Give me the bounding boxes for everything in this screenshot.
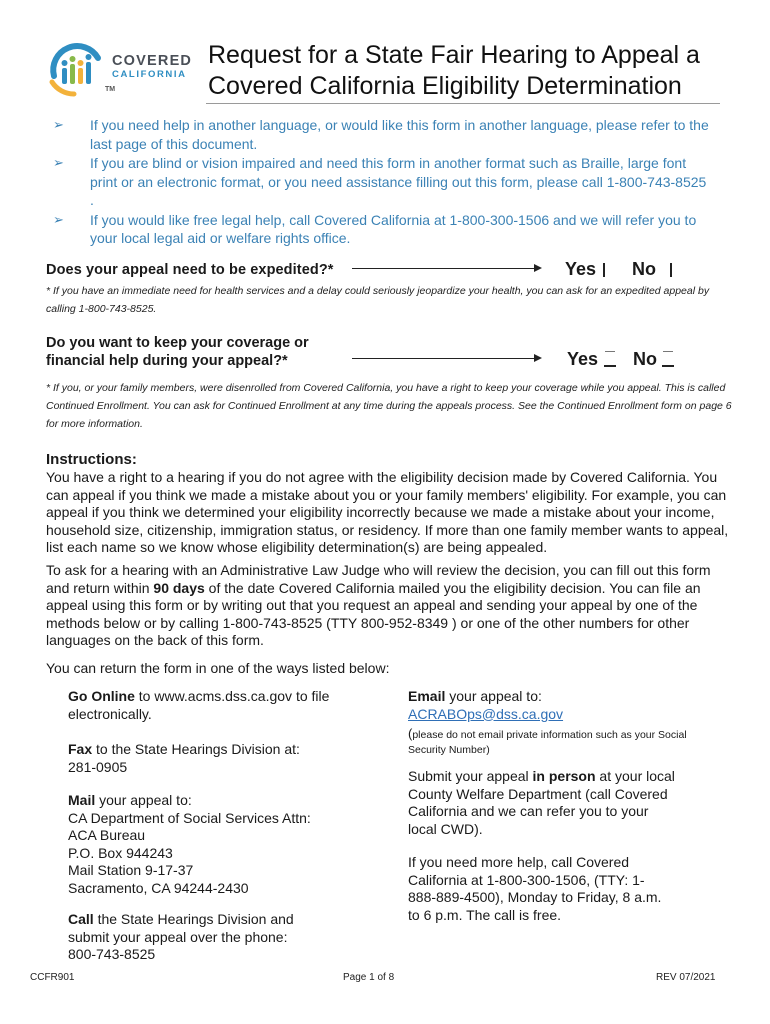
- keep-coverage-arrow-line: [352, 358, 538, 359]
- title-divider: [206, 103, 720, 104]
- more-help-info: If you need more help, call Covered California at 1-800-300-1506, (TTY: 1-888-889-4500), Monday to Friday, 8 a.m. to 6 p.m. The call is free.: [408, 854, 662, 923]
- bullet-legal-help: ➢ If you would like free legal help, call Covered California at 1-800-300-1506 and we will refer you to your local legal aid or welfare rights office.: [53, 211, 697, 246]
- logo-mark-icon: [46, 38, 110, 98]
- email-link[interactable]: ACRABOps@dss.ca.gov: [408, 705, 564, 722]
- mail-address-line: Mail Station 9-17-37: [68, 862, 194, 879]
- expedite-arrow-line: [352, 268, 538, 269]
- arrow-bullet-icon: ➢: [53, 117, 64, 132]
- keep-coverage-yes-checkbox[interactable]: [604, 365, 616, 367]
- title-line-1: Request for a State Fair Hearing to Appeal a: [208, 41, 700, 69]
- instructions-paragraph-2: To ask for a hearing with an Administrative Law Judge who will review the decision, you can fill out this form and return within 90 days of the date Covered California mailed you the eligibility decision. You can file an appeal using this form or by writing out that you request an appeal and sending your appeal by one of the methods below or by calling 1-800-743-8525 (TTY 800-952-8349 ) or one of the other numbers for other languages on the back of this form.: [46, 562, 711, 649]
- arrow-right-icon: [534, 354, 542, 362]
- arrow-bullet-icon: ➢: [53, 211, 64, 227]
- instructions-paragraph-3: You can return the form in one of the ways listed below:: [46, 660, 390, 676]
- method-call: Call the State Hearings Division and submit your appeal over the phone: 800-743-8525: [68, 911, 318, 964]
- instructions-heading: Instructions:: [46, 451, 137, 468]
- expedite-note: * If you have an immediate need for health services and a delay could seriously jeopardize your health, you can ask for an expedited appeal by calling 1-800-743-8525.: [46, 285, 710, 315]
- continued-enrollment-note: * If you, or your family members, were disenrolled from Covered California, you have a right to keep your coverage while you appeal. This is called Continued Enrollment. You can ask for Continued Enrollment at any time during the appeals process. See the Continued Enrollment form on page 6 for more information.: [46, 382, 732, 430]
- form-id: CCFR901: [30, 972, 75, 983]
- mail-address-line: CA Department of Social Services Attn:: [68, 809, 311, 826]
- expedite-yes-checkbox[interactable]: [603, 263, 605, 277]
- arrow-bullet-icon: ➢: [53, 155, 64, 170]
- keep-coverage-yes-label: Yes: [567, 349, 599, 369]
- expedite-no-checkbox[interactable]: [670, 263, 672, 277]
- expedite-question: Does your appeal need to be expedited?*: [46, 262, 334, 278]
- page-title: [208, 40, 738, 102]
- logo-text-california: CALIFORNIA: [112, 69, 187, 80]
- bullet-language-help: ➢ If you need help in another language, or would like this form in another language, please refer to the last page of this document.: [53, 117, 709, 152]
- expedite-no-label: No: [632, 259, 656, 279]
- method-fax: Fax to the State Hearings Division at: 281-0905: [68, 741, 368, 776]
- mail-address-line: ACA Bureau: [68, 827, 146, 844]
- bullet-vision-help: ➢ If you are blind or vision impaired and need this form in another format such as Braille, large font print or an electronic format, or you need assistance filling out this form, please call 1-800-743-8525 .: [53, 155, 707, 208]
- call-number: 800-743-8525: [68, 946, 156, 963]
- email-warning-note: please do not email private information such as your Social Security Number): [408, 729, 687, 757]
- deadline-days: 90 days: [153, 579, 205, 596]
- arrow-right-icon: [534, 264, 542, 272]
- method-in-person: Submit your appeal in person at your local County Welfare Department (call Covered California and we can refer you to your local CWD).: [408, 768, 675, 837]
- expedite-yes-label: Yes: [565, 259, 597, 279]
- fax-number: 281-0905: [68, 758, 128, 775]
- method-mail: Mail your appeal to: CA Department of Social Services Attn: ACA Bureau P.O. Box 944243 Mail Station 9-17-37 Sacramento, CA 94244-2430: [68, 792, 368, 898]
- keep-coverage-no-label: No: [633, 349, 657, 369]
- logo-text-covered: COVERED: [112, 53, 193, 69]
- method-online: Go Online to www.acms.dss.ca.gov to file electronically.: [68, 688, 330, 722]
- revision-date: REV 07/2021: [656, 972, 716, 983]
- mail-address-line: P.O. Box 944243: [68, 844, 173, 861]
- keep-coverage-no-checkbox[interactable]: [662, 365, 674, 367]
- method-email: Email your appeal to: ACRABOps@dss.ca.gov (please do not email private information such as your Social Security Number): [408, 688, 687, 757]
- instructions-paragraph-1: You have a right to a hearing if you do not agree with the eligibility decision made by Covered California. You can appeal if you think we made a mistake about you or your family members' eligibility. For example, you can appeal if you think we determined your eligibility incorrectly because we made a mistake about your income, household size, citizenship, immigration status, or residency. If more than one family member wants to appeal, list each name so we know whose eligibility determination(s) are being appealed.: [46, 469, 729, 556]
- page-number: Page 1 of 8: [343, 972, 395, 983]
- keep-coverage-question: Do you want to keep your coverage or financial help during your appeal?*: [46, 335, 309, 369]
- title-line-2: Covered California Eligibility Determination: [208, 72, 682, 100]
- logo-trademark: TM: [105, 86, 116, 93]
- mail-address-line: Sacramento, CA 94244-2430: [68, 879, 249, 896]
- help-bullet-list: [52, 116, 712, 249]
